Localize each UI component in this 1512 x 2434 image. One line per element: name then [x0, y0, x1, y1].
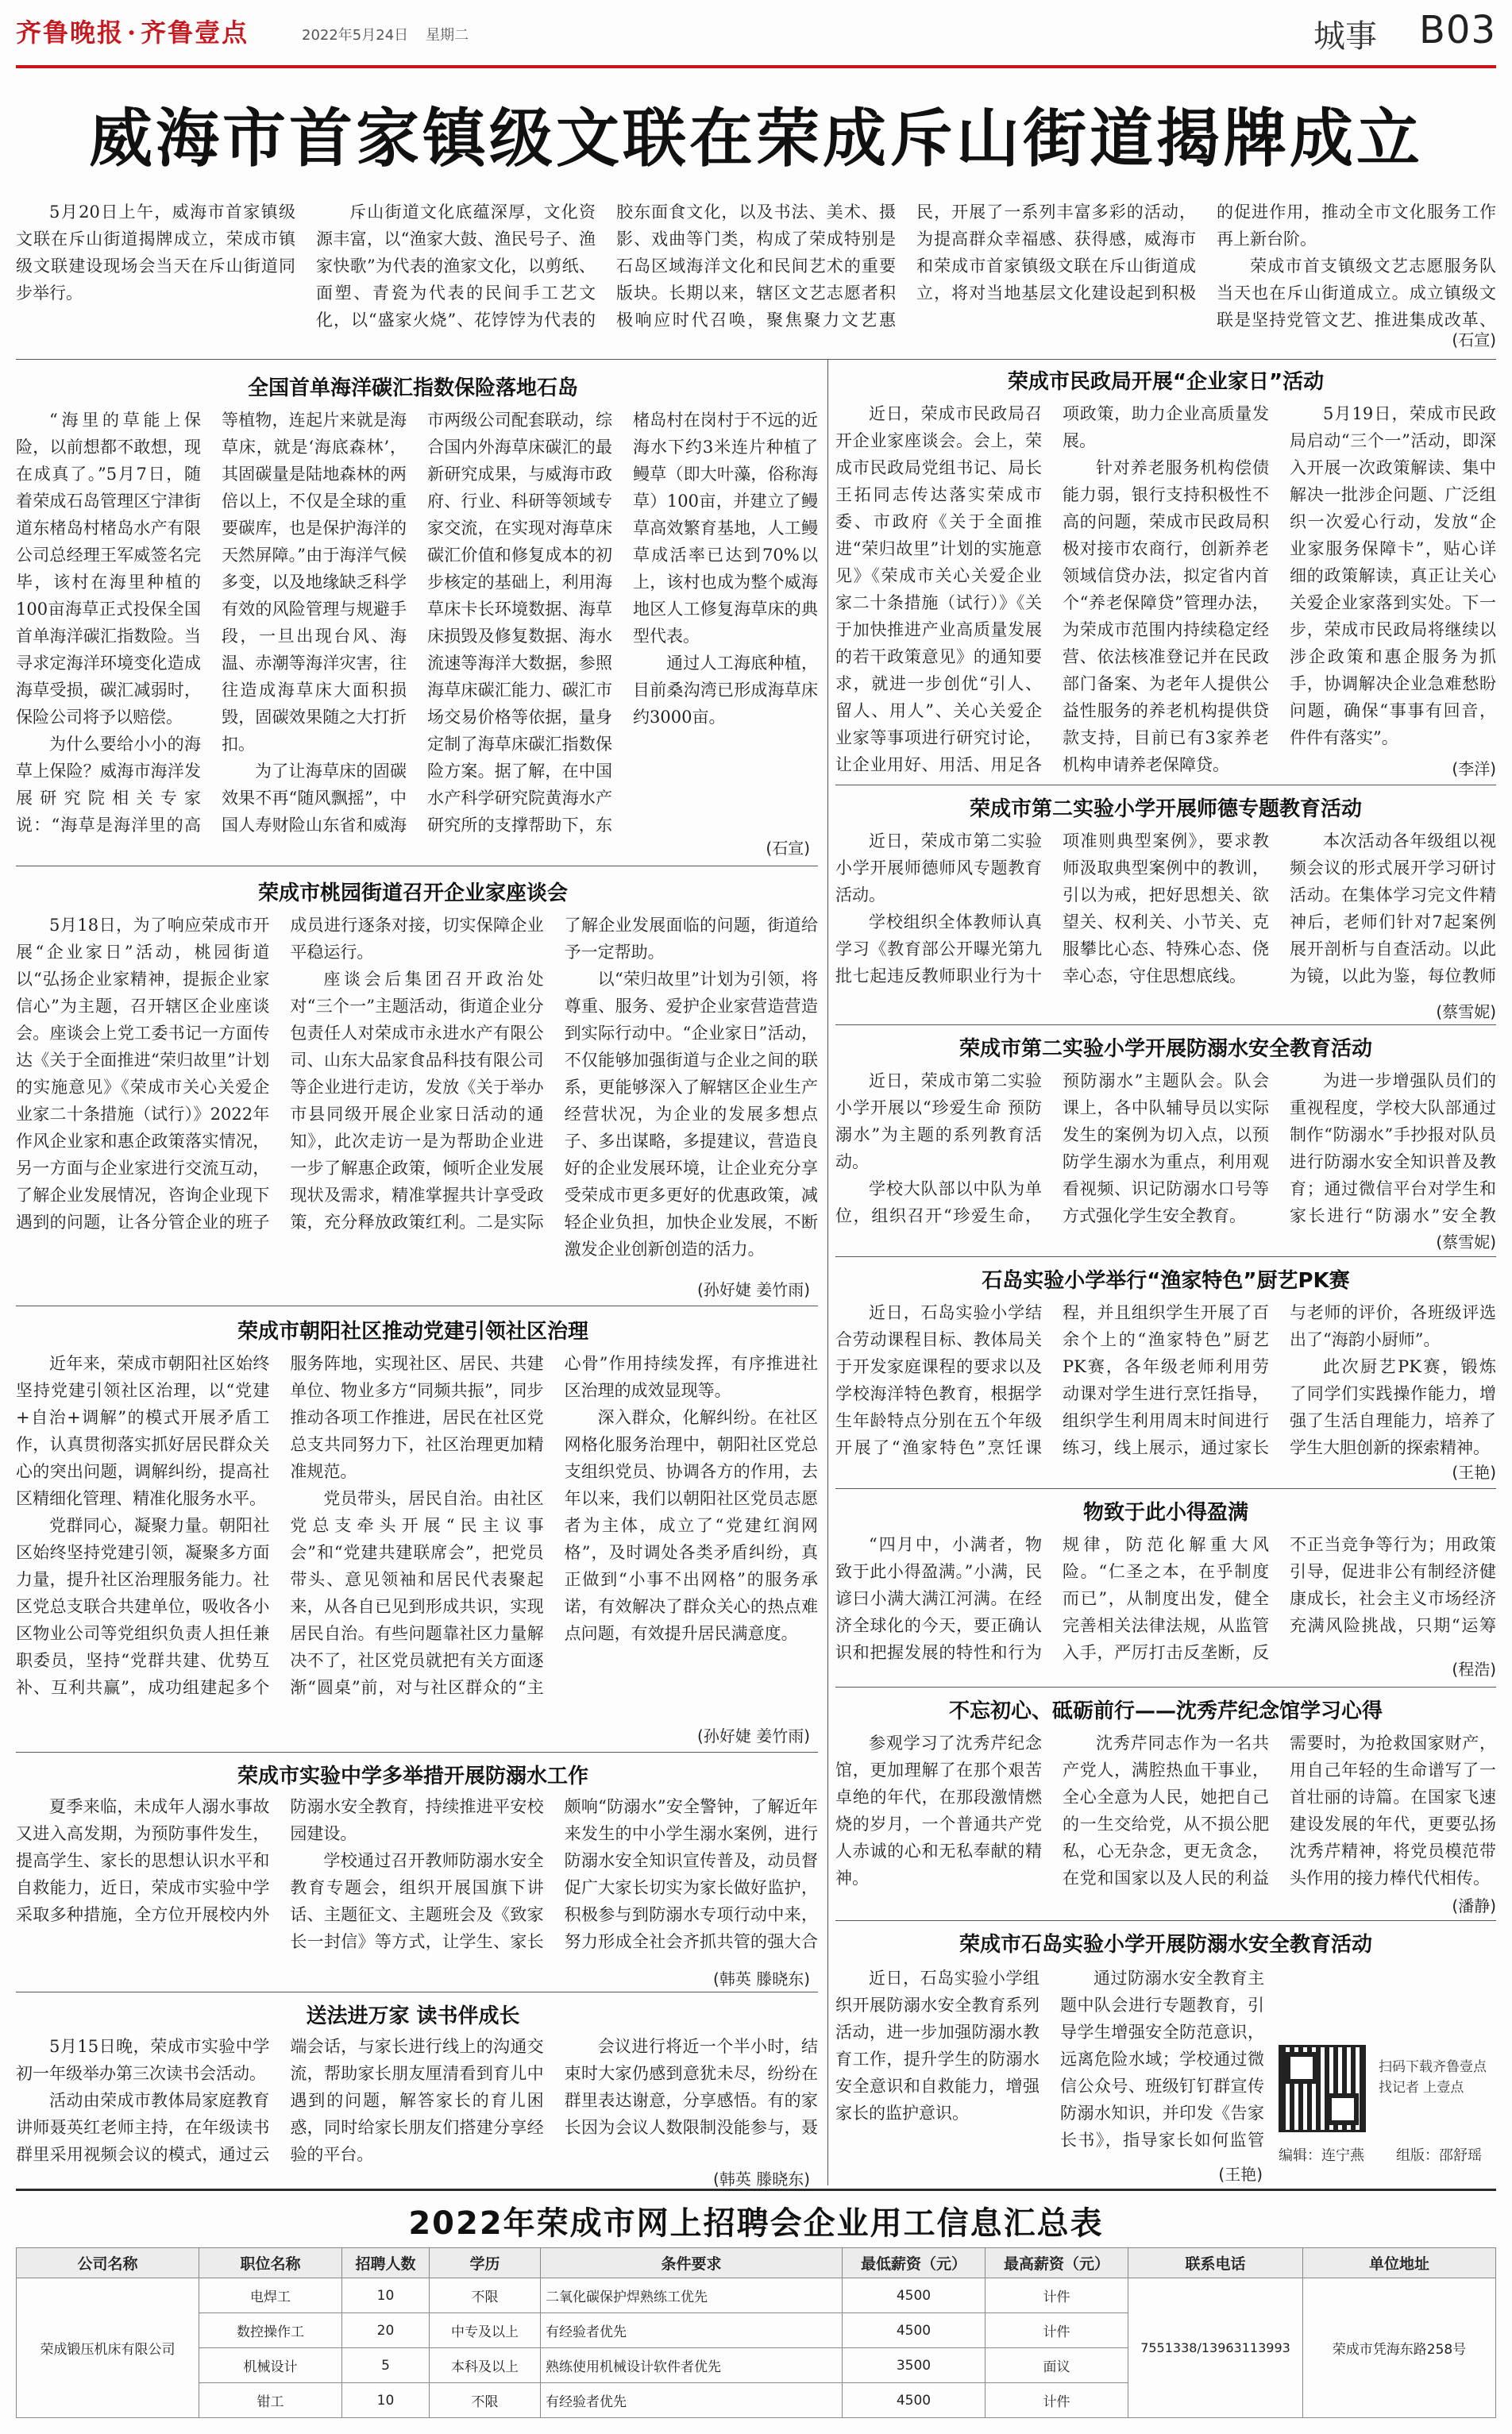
paragraph: 深入群众，化解纠纷。在社区网格化服务治理中，朝阳社区党总支组织党员、协调各方的作用，去年以来，我们以朝阳社区党员志愿者为主体，成立了“党建红润网格”，及时调处各类矛盾纠纷，真正做到“小事不出网格”的服务承诺，有效解决了群众关心的热点难点问题，有效提升居民满意度。 [564, 1408, 818, 1643]
article-title: 送法进万家 读书伴成长 [306, 2004, 520, 2028]
divider [835, 1024, 1496, 1025]
paragraph: 学校通过召开教师防溺水安全教育专题会，组织开展国旗下讲话、主题征文、主题班会及《致家长一封信》等方式，让学生、家长颇响“防溺水”安全警钟，了解近年来发生的中小学生溺水案例，进行防溺水安全知识宣传普及，动员督促广大家长切实为家长做好监护，积极参与到防溺水专项行动中来，努力形成全社会齐抓共管的强大合 [290, 1797, 818, 1951]
paragraph: 近年来，荣成市朝阳社区始终坚持党建引领社区治理，以“党建+自治+调解”的模式开展矛盾工作，认真贯彻落实抓好居民群众关心的突出问题，调解纠纷，提高社区精细化管理、精准化服务水平。 [16, 1354, 270, 1508]
masthead [16, 8, 1496, 64]
paragraph: 为进一步增强队员们的重视程度，学校大队部通过制作“防溺水”手抄报对队员进行防溺水安全知识普及教育；通过微信平台对学生和家长进行“防溺水”安全教 [1290, 1071, 1496, 1225]
paragraph: “海里的草能上保险，以前想都不敢想，现在成真了。”5月7日，随着荣成石岛管理区宁津街道东楮岛村楮岛水产有限公司总经理王军威签名完毕，该村在海里种植的100亩海草正式投保全国首单海洋碳汇指数险。当寻求定海洋环境变化造成海草受损，碳汇减弱时，保险公司将予以赔偿。 [16, 411, 201, 727]
qr-code[interactable] [1279, 2045, 1366, 2132]
position-cell: 钳工 [199, 2383, 342, 2418]
table-top-rule [16, 2189, 1496, 2191]
position-cell: 机械设计 [199, 2348, 342, 2383]
designer-name: 组版：邵舒瑶 [1396, 2147, 1482, 2164]
header-company: 公司名称 [17, 2248, 199, 2278]
article-body [835, 1299, 1496, 1479]
divider [835, 1687, 1496, 1688]
min-salary-cell: 3500 [843, 2348, 986, 2383]
header-count: 招聘人数 [342, 2248, 430, 2278]
brand-logo [16, 13, 249, 49]
paragraph: 近日，荣成市民政局召开企业家座谈会。会上，荣成市民政局党组书记、局长王拓同志传达落实荣成市委、市政府《关于全面推进“荣归故里”计划的实施意见》《荣成市关心关爱企业家二十条措施（试行）》《关于加快推进产业高质量发展的若干政策意见》的通知要求，就进一步创优“引人、留人、用人”、关心关爱企业家等事项进行研究讨论，让企业用好、用活、用足各项政策，助力企业高质量发展。 [835, 404, 1269, 774]
paragraph: 近日，荣成市第二实验小学开展以“珍爱生命 预防溺水”为主题的系列教育活动。 [835, 1071, 1042, 1171]
paragraph: “四月中，小满者，物致于此小得盈满。”小满，民谚曰小满大满江河满。在经济全球化的今天，要正确认识和把握发展的特性和行为规律，防范化解重大风险。“仁圣之本，在乎制度而已”，从制度出发，健全完善相关法律法规，从监管入手，严厉打击反垄断，反不正当竞争等行为；用政策引导，促进非公有制经济健康成长，社会主义市场经济充满风险挑战，只期“运筹 [835, 1535, 1496, 1662]
phone-cell: 7551338/13963113993 [1128, 2278, 1303, 2418]
address-cell: 荣成市凭海东路258号 [1303, 2278, 1496, 2418]
article-title: 荣成市第二实验小学开展师德专题教育活动 [969, 797, 1362, 821]
article-title: 荣成市民政局开展“企业家日”活动 [1007, 370, 1325, 394]
paragraph: 为了让海草床的固碳效果不再“随风飘摇”，中国人寿财险山东省和威海市两级公司配套联动，综合国内外海草床碳汇的最新研究成果，与威海市政府、行业、科研等领域专家交流，在实现对海草床碳汇价值和修复成本的初步核定的基础上，利用海草床卡长环境数据、海草床损毁及修复数据、海水流速等海洋大数据，参照海草床碳汇能力、碳汇市场交易价格等依据，量身定制了海草床碳汇指数保险方案。据了解，在中国水产科学研究院黄海水产研究所的支撑帮助下，东楮岛村在岗村于不远的近海水下约3米连片种植了鳗草（即大叶藻，俗称海草）100亩，并建立了鳗草高效繁育基地，人工鳗草成活率已达到70%以上，该村也成为整个威海地区人工修复海草床的典型代表。 [222, 411, 818, 835]
position-cell: 数控操作工 [199, 2313, 342, 2348]
recruitment-table [16, 2247, 1496, 2418]
article-title: 石岛实验小学举行“渔家特色”厨艺PK赛 [982, 1269, 1350, 1293]
count-cell: 10 [342, 2383, 430, 2418]
article-byline: (程浩) [1452, 1660, 1496, 1679]
article-byline: (孙好婕 姜竹雨) [697, 1280, 810, 1299]
paragraph: 近日，荣成市第二实验小学开展师德师风专题教育活动。 [835, 831, 1042, 905]
requirement-cell: 熟练使用机械设计软件者优先 [541, 2348, 843, 2383]
article-title: 物致于此小得盈满 [1082, 1501, 1248, 1525]
brand-name-right: 齐鲁壹点 [141, 17, 249, 48]
education-cell: 中专及以上 [430, 2313, 541, 2348]
table-row [17, 2278, 1496, 2313]
paragraph: 沈秀芹同志作为一名共产党人，满腔热血干事业，全心全意为人民，她把自己的一生交给党，从不损公肥私，心无杂念，更无贪念，在党和国家以及人民的利益需要时，为抢救国家财产，用自己年轻的生命谱写了一首壮丽的诗篇。在国家飞速建设发展的年代，更要弘扬沈秀芹精神，将党员模范带头作用的接力棒代代相传。 [1063, 1734, 1496, 1888]
article-body [16, 912, 818, 1290]
qr-caption: 扫码下载齐鲁壹点 找记者 上壹点 [1379, 2059, 1487, 2096]
divider [835, 1256, 1496, 1257]
article-byline: (石宣) [766, 839, 810, 858]
article-body [16, 2033, 818, 2177]
count-cell: 10 [342, 2278, 430, 2313]
article-byline: (王艳) [1218, 2165, 1263, 2184]
paragraph: 学校大队部以中队为单位，组织召开“珍爱生命，预防溺水”主题队会。队会课上，各中队辅导员以实际发生的案例为切入点，以预防学生溺水为重点，利用观看视频、识记防溺水口号等方式强化学生安全教育。 [835, 1071, 1269, 1225]
article-byline: (蔡雪妮) [1436, 1232, 1496, 1252]
paragraph: 5月18日，为了响应荣成市开展“企业家日”活动，桃园街道以“弘扬企业家精神，提振企业家信心”为主题，召开辖区企业座谈会。座谈会上党工委书记一方面传达《关于全面推进“荣归故里”计划的实施意见》《荣成市关心关爱企业家二十条措施（试行）》2022年作风企业家和惠企政策落实情况，另一方面与企业家进行交流互动，了解企业发展情况，咨询企业现下遇到的问题，让各分管企业的班子成员进行逐条对接，切实保障企业平稳运行。 [16, 916, 544, 1232]
paragraph: 荣成市首支镇级文艺志愿服务队当天也在斥山街道成立。成立镇级文联是坚持党管文艺、推进集成改革、 [1217, 257, 1496, 330]
header-requirement: 条件要求 [541, 2248, 843, 2278]
divider [16, 1752, 818, 1753]
divider [835, 1920, 1496, 1921]
paragraph: 针对养老服务机构偿债能力弱，银行支持积极性不高的问题，荣成市民政局积极对接市农商行，创新养老领域信贷办法，拟定省内首个“养老保障贷”管理办法，为荣成市范围内持续稳定经营、依法核准登记并在民政部门备案、为老年人提供公益性服务的养老机构提供贷款支持，目前已有3家养老机构申请养老保障贷。 [1063, 458, 1269, 774]
article-title: 荣成市实验中学多举措开展防溺水工作 [237, 1765, 588, 1788]
table-header-row [17, 2248, 1496, 2278]
paragraph: 以“荣归故里”计划为引领，将尊重、服务、爱护企业家营造营造到实际行动中。“企业家日”活动，不仅能够加强街道与企业之间的联系，更能够深入了解辖区企业生产经营状况，为企业的发展多想点子、多出谋略，多提建议，营造良好的企业发展环境，让企业充分享受荣成市更多更好的优惠政策，减轻企业负担，加快企业发展，不断激发企业创新创造的活力。 [564, 970, 818, 1259]
article-byline: (潘静) [1452, 1896, 1496, 1915]
header-position: 职位名称 [199, 2248, 342, 2278]
editor-credits [1279, 2144, 1512, 2165]
article-body [835, 400, 1496, 778]
paragraph: 参观学习了沈秀芹纪念馆，更加理解了在那个艰苦卓绝的年代，在那段激情燃烧的岁月，一个普通共产党人赤诚的心和无私奉献的精神。 [835, 1734, 1042, 1888]
main-article-byline: (石宣) [1452, 330, 1496, 349]
max-salary-cell: 计件 [986, 2383, 1128, 2418]
max-salary-cell: 计件 [986, 2313, 1128, 2348]
paragraph: 为什么要给小小的海草上保险？威海市海洋发展研究院相关专家说：“海草是海洋里的高等植物，连起片来就是海草床，就是‘海底森林’，其固碳量是陆地森林的两倍以上，不仅是全球的重要碳库，也是保护海洋的天然屏障。”由于海洋气候多变，以及地缘缺乏科学有效的风险管理与规避手段，一旦出现台风、海温、赤潮等海洋灾害，往往造成海草床大面积损毁，固碳效果随之大打折扣。 [16, 411, 407, 835]
paragraph: 近日，石岛实验小学组织开展防溺水安全教育系列活动，进一步加强防溺水教育工作，提升学生的防溺水安全意识和自救能力，增强家长的监护意识。 [835, 1969, 1040, 2123]
requirement-cell: 有经验者优先 [541, 2313, 843, 2348]
main-headline: 威海市首家镇级文联在荣成斥山街道揭牌成立 [89, 102, 1423, 176]
article-body [835, 1067, 1496, 1242]
brand-separator: · [127, 17, 138, 48]
education-cell: 不限 [430, 2383, 541, 2418]
brand-name-left: 齐鲁晚报 [16, 17, 125, 48]
paragraph: 本次活动各年级组以视频会议的形式展开学习研讨活动。在集体学习完文件精神后，老师们针对7起案例展开剖析与自查活动。以此为镜，以此为鉴，每位教师 [1290, 831, 1496, 986]
masthead-rule [16, 65, 1496, 68]
section-name: 城事 [1313, 18, 1377, 55]
position-cell: 电焊工 [199, 2278, 342, 2313]
paragraph: 学校组织全体教师认真学习《教育部公开曝光第九批七起违反教师职业行为十项准则典型案例》，要求教师汲取典型案例中的教训，引以为戒，把好思想关、欲望关、权利关、小节关、克服攀比心态、特殊心态、侥幸心态，守住思想底线。 [835, 831, 1269, 986]
count-cell: 5 [342, 2348, 430, 2383]
paragraph: 通过人工海底种植，目前桑沟湾已形成海草床约3000亩。 [633, 654, 818, 727]
table-title: 2022年荣成市网上招聘会企业用工信息汇总表 [408, 2205, 1104, 2242]
max-salary-cell: 计件 [986, 2278, 1128, 2313]
article-title: 荣成市朝阳社区推动党建引领社区治理 [237, 1320, 588, 1344]
header-phone: 联系电话 [1128, 2248, 1303, 2278]
header-min-salary: 最低薪资（元） [843, 2248, 986, 2278]
paragraph: 座谈会后集团召开政治处对“三个一”主题活动，街道企业分包责任人对荣成市永进水产有限公司、山东大品家食品科技有限公司等企业进行走访，发放《关于举办市县同级开展企业家日活动的通知》，此次走访一是为帮助企业进一步了解惠企政策，倾听企业发展现状及需求，精准掌握共计享受政策，充分释放政策红利。二是实际了解企业发展面临的问题，街道给予一定帮助。 [290, 916, 818, 1232]
paragraph: 5月15日晚，荣成市实验中学初一年级举办第三次读书会活动。 [16, 2037, 270, 2083]
article-body [835, 827, 1496, 1015]
paragraph: 会议进行将近一个半小时，结束时大家仍感到意犹未尽，纷纷在群里表达谢意，分享感悟。有的家长因为会议人数限制没能参与，聂 [564, 2037, 818, 2137]
divider [16, 359, 1496, 360]
paragraph: 5月20日上午，威海市首家镇级文联在斥山街道揭牌成立，荣成市镇级文联建设现场会当天在斥山街道同步举行。 [16, 203, 295, 303]
paragraph: 近日，石岛实验小学结合劳动课程目标、教体局关于开发家庭课程的要求以及学校海洋特色教育，根据学生年龄特点分别在五个年级开展了“渔家特色”烹饪课程，并且组织学生开展了百余个上的“渔家特色”厨艺PK赛，各年级老师利用劳动课对学生进行烹饪指导，组织学生利用周末时间进行练习，线上展示，通过家长与老师的评价，各班级评选出了“海韵小厨师”。 [835, 1303, 1496, 1457]
article-title: 荣成市第二实验小学开展防溺水安全教育活动 [958, 1037, 1372, 1061]
article-body [16, 1793, 818, 1969]
page-number: B03 [1418, 8, 1496, 52]
max-salary-cell: 面议 [986, 2348, 1128, 2383]
editor-name: 编辑：连宁燕 [1279, 2147, 1364, 2164]
article-byline: (李洋) [1452, 759, 1496, 778]
article-title: 荣成市石岛实验小学开展防溺水安全教育活动 [958, 1933, 1372, 1957]
paragraph: 夏季来临，未成年人溺水事故又进入高发期，为预防事件发生，提高学生、家长的思想认识水平和自救能力，近日，荣成市实验中学采取多种措施，全方位开展校内外防溺水安全教育，持续推进平安校园建设。 [16, 1797, 544, 1924]
header-address: 单位地址 [1303, 2248, 1496, 2278]
requirement-cell: 二氧化碳保护焊熟练工优先 [541, 2278, 843, 2313]
paragraph: 党员带头，居民自治。由社区党总支牵头开展“民主议事会”和“党建共建联席会”，把党员带头、意见领袖和居民代表聚起来，从各自已见到形成共识，实现居民自治。有些问题靠社区力量解决不了，社区党员就把有关方面逐渐“圆桌”前，对与社区群众的“主心骨”作用持续发挥，有序推进社区治理的成效显现等。 [290, 1354, 818, 1697]
article-byline: (孙好婕 姜竹雨) [697, 1726, 810, 1745]
education-cell: 本科及以上 [430, 2348, 541, 2383]
issue-date: 2022年5月24日 [302, 27, 409, 44]
count-cell: 20 [342, 2313, 430, 2348]
article-body [835, 1531, 1496, 1679]
article-body [835, 1965, 1264, 2179]
min-salary-cell: 4500 [843, 2383, 986, 2418]
min-salary-cell: 4500 [843, 2313, 986, 2348]
header-education: 学历 [430, 2248, 541, 2278]
article-body [16, 407, 818, 858]
divider [835, 1488, 1496, 1489]
education-cell: 不限 [430, 2278, 541, 2313]
article-body [835, 1730, 1496, 1909]
article-byline: (蔡雪妮) [1436, 1002, 1496, 1021]
issue-weekday: 星期二 [426, 27, 469, 44]
company-cell: 荣成锻压机床有限公司 [17, 2278, 199, 2418]
article-title: 荣成市桃园街道召开企业家座谈会 [257, 881, 568, 905]
paragraph: 斥山街道文化底蕴深厚，文化资源丰富，以“渔家大鼓、渔民号子、渔家快歌”为代表的渔家文化，以剪纸、面塑、青瓷为代表的民间手工艺文化，以“盛家火烧”、花饽饽为代表的胶东面食文化，以及书法、美术、摄影、戏曲等门类，构成了荣成特别是石岛区域海洋文化和民间艺术的重要版块。长期以来，辖区文艺志愿者积极响应时代召唤，聚焦聚力文艺惠民，开展了一系列丰富多彩的活动，为提高群众幸福感、获得感，威海市和荣成市首家镇级文联在斥山街道成立，将对当地基层文化建设起到积极的促进作用，推动全市文化服务工作再上新台阶。 [316, 203, 1496, 330]
header-max-salary: 最高薪资（元） [986, 2248, 1128, 2278]
date-line [302, 24, 486, 44]
paragraph: 党群同心，凝聚力量。朝阳社区始终坚持党建引领，凝聚多方面力量，提升社区治理服务能力。社区党总支联合共建单位，吸收各小区物业公司等党组织负责人担任兼职委员，坚持“党群共建、优势互补、互利共赢”，成功组建起多个服务阵地，实现社区、居民、共建单位、物业多方“同频共振”，同步推动各项工作推进，居民在社区党总支共同努力下，社区治理更加精准规范。 [16, 1354, 544, 1697]
paragraph: 活动由荣成市教体局家庭教育讲师聂英红老师主持，在年级读书群里采用视频会议的模式，通过云端会话，与家长进行线上的沟通交流，帮助家长朋友厘清看到育儿中遇到的问题，解答家长的育儿困惑，同时给家长朋友们搭建分享经验的平台。 [16, 2037, 544, 2164]
column-divider [827, 359, 828, 2185]
paragraph: 通过防溺水安全教育主题中队会进行专题教育，引导学生增强安全防范意识，远离危险水域；学校通过微信公众号、班级钉钉群宣传防溺水知识，并印发《告家长书》，指导家长如何监管 [1060, 1969, 1264, 2150]
article-title: 不忘初心、砥砺前行——沈秀芹纪念馆学习心得 [948, 1699, 1383, 1723]
main-article-body [16, 199, 1496, 357]
article-byline: (韩英 滕晓东) [713, 1969, 810, 1988]
article-byline: (王艳) [1452, 1463, 1496, 1482]
requirement-cell: 有经验者优先 [541, 2383, 843, 2418]
article-body [16, 1350, 818, 1742]
article-title: 全国首单海洋碳汇指数保险落地石岛 [247, 376, 578, 400]
min-salary-cell: 4500 [843, 2278, 986, 2313]
paragraph: 此次厨艺PK赛，锻炼了同学们实践操作能力，增强了生活自理能力，培养了学生大胆创新的探索精神。 [1290, 1357, 1496, 1457]
paragraph: 5月19日，荣成市民政局启动“三个一”活动，即深入开展一次政策解读、集中解决一批涉企问题、广泛组织一次爱心行动，发放“企业家服务保障卡”，贴心详细的政策解读，真正让关心关爱企业家落到实处。下一步，荣成市民政局将继续以涉企政策和惠企服务为抓手，协调解决企业急难愁盼问题，确保“事事有回音，件件有落实”。 [1290, 404, 1496, 747]
article-byline: (韩英 滕晓东) [713, 2170, 810, 2189]
